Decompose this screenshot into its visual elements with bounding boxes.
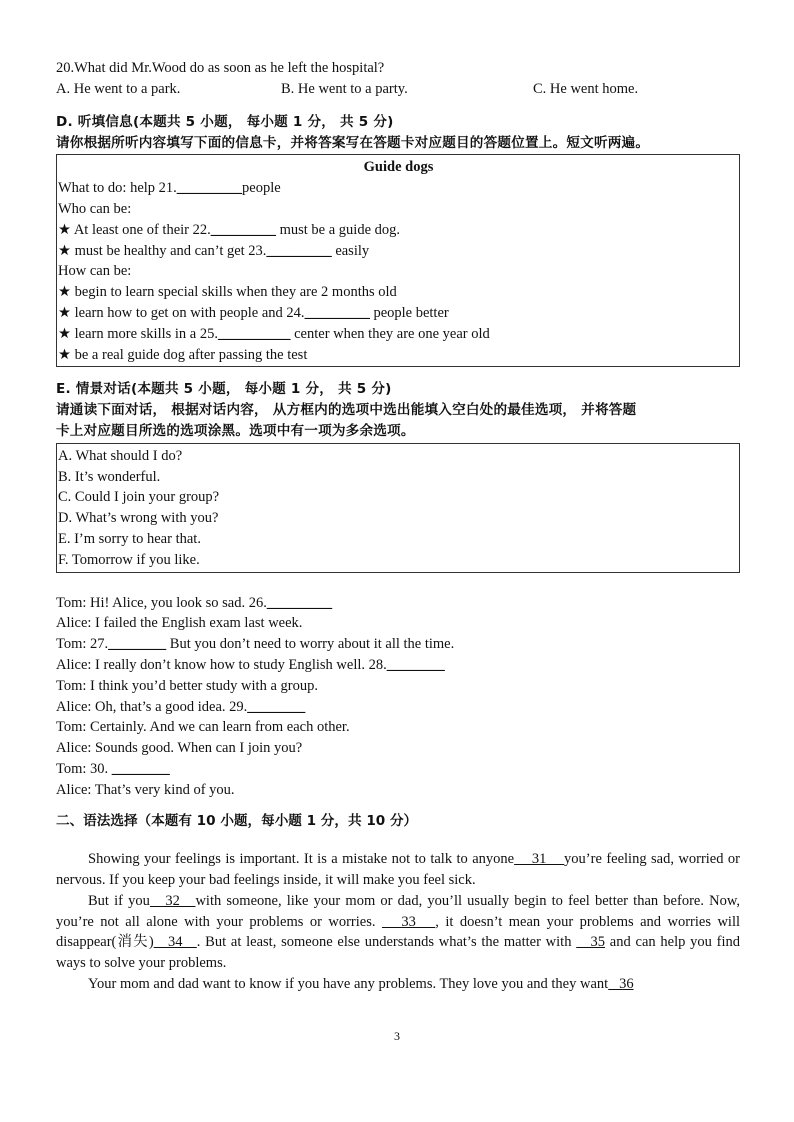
answer-blank-30[interactable]: ________ [111, 760, 170, 777]
option-c: C. He went home. [533, 80, 639, 97]
dialogue-option-f: F. Tomorrow if you like. [58, 551, 200, 568]
question-20-options [56, 79, 740, 100]
dialogue-line: Tom: Hi! Alice, you look so sad. 26._________ [56, 594, 333, 611]
dialogue-line: Alice: I failed the English exam last week. [56, 615, 303, 632]
dialogue-line: Tom: 30. ________ [56, 760, 170, 777]
dialogue-line: Alice: I really don’t know how to study English well. 28.________ [56, 656, 445, 673]
dialogue-option-d: D. What’s wrong with you? [58, 510, 219, 527]
answer-blank-31[interactable]: 31 [514, 851, 565, 868]
info-line: What to do: help 21._________people [58, 180, 281, 197]
section-d-heading: D. 听填信息(本题共 5 小题， 每小题 1 分， 共 5 分) [56, 113, 394, 130]
dialogue-line: Tom: I think you’d better study with a group. [56, 677, 318, 694]
passage-paragraph-1: Showing your feelings is important. It is a mistake not to talk to anyone 31 you’re feeling sad, worried or nervous. If you keep your bad feelings inside, it will make you feel sick. [56, 851, 740, 889]
info-line: How can be: [58, 263, 132, 280]
info-line: ★ must be healthy and can’t get 23._________ easily [58, 242, 370, 259]
answer-blank-21[interactable]: _________ [176, 180, 243, 197]
info-line: ★ learn more skills in a 25.__________ center when they are one year old [58, 325, 490, 342]
section-e-heading: E. 情景对话(本题共 5 小题， 每小题 1 分， 共 5 分) [56, 381, 392, 398]
answer-blank-29[interactable]: ________ [247, 698, 306, 715]
info-card-title: Guide dogs [363, 159, 434, 176]
answer-blank-25[interactable]: __________ [217, 325, 291, 342]
dialogue-line: Tom: Certainly. And we can learn from each other. [56, 719, 350, 736]
passage-paragraph-3: Your mom and dad want to know if you have any problems. They love you and they want 36 [88, 976, 634, 993]
option-b: B. He went to a party. [281, 80, 408, 97]
dialogue-option-c: C. Could I join your group? [58, 489, 220, 506]
info-line: ★ learn how to get on with people and 24._________ people better [58, 304, 449, 321]
dialogue-option-a: A. What should I do? [58, 447, 183, 464]
dialogue [56, 593, 740, 801]
section-d-instruction: 请你根据所听内容填写下面的信息卡，并将答案写在答题卡对应题目的答题位置上。短文听两遍。 [56, 134, 650, 151]
guide-dogs-info-card [56, 154, 740, 367]
dialogue-option-e: E. I’m sorry to hear that. [58, 530, 201, 547]
answer-blank-36[interactable]: 36 [608, 976, 634, 993]
section-e-instruction-2: 卡上对应题目所选的选项涂黑。选项中有一项为多余选项。 [56, 422, 415, 439]
answer-blank-32[interactable]: 32 [149, 892, 196, 909]
answer-blank-22[interactable]: _________ [210, 221, 276, 238]
dialogue-option-b: B. It’s wonderful. [58, 468, 161, 485]
answer-blank-27[interactable]: ________ [108, 636, 167, 653]
dialogue-line: Alice: Sounds good. When can I join you? [56, 740, 303, 757]
option-a: A. He went to a park. [56, 80, 181, 97]
info-line: Who can be: [58, 200, 132, 217]
section-2-heading: 二、语法选择（本题有 10 小题，每小题 1 分，共 10 分） [56, 812, 418, 829]
answer-blank-24[interactable]: _________ [304, 304, 370, 321]
answer-blank-26[interactable]: _________ [266, 594, 333, 611]
info-line: ★ At least one of their 22._________ must be a guide dog. [58, 221, 401, 238]
info-line: ★ begin to learn special skills when they are 2 months old [58, 284, 397, 301]
exam-page [56, 58, 740, 995]
answer-blank-35[interactable]: 35 [576, 934, 606, 951]
answer-blank-23[interactable]: _________ [266, 242, 332, 259]
dialogue-line: Alice: That’s very kind of you. [56, 781, 235, 798]
info-line: ★ be a real guide dog after passing the test [58, 346, 308, 363]
answer-blank-34[interactable]: 34 [153, 934, 197, 951]
dialogue-line: Alice: Oh, that’s a good idea. 29.________ [56, 698, 306, 715]
page-number: 3 [394, 1029, 400, 1043]
dialogue-line: Tom: 27.________ But you don’t need to worry about it all the time. [56, 636, 455, 653]
section-e-instruction-1: 请通读下面对话， 根据对话内容， 从方框内的选项中选出能填入空白处的最佳选项， 并将答题 [56, 402, 637, 419]
answer-blank-28[interactable]: ________ [386, 656, 445, 673]
passage-paragraph-2: But if you 32 with someone, like your mom or dad, you’ll usually begin to feel better than before. Now, you’re not all alone with your problems or worries. 33 , it doesn’t mean your problems and worries will disappear(消失) 34 . But at least, someone else understands what’s the matter with 35 and can help you find ways to solve your problems. [56, 892, 741, 972]
dialogue-options-box [56, 443, 740, 573]
answer-blank-33[interactable]: 33 [381, 913, 436, 930]
question-20: 20.What did Mr.Wood do as soon as he left the hospital? [56, 60, 385, 76]
